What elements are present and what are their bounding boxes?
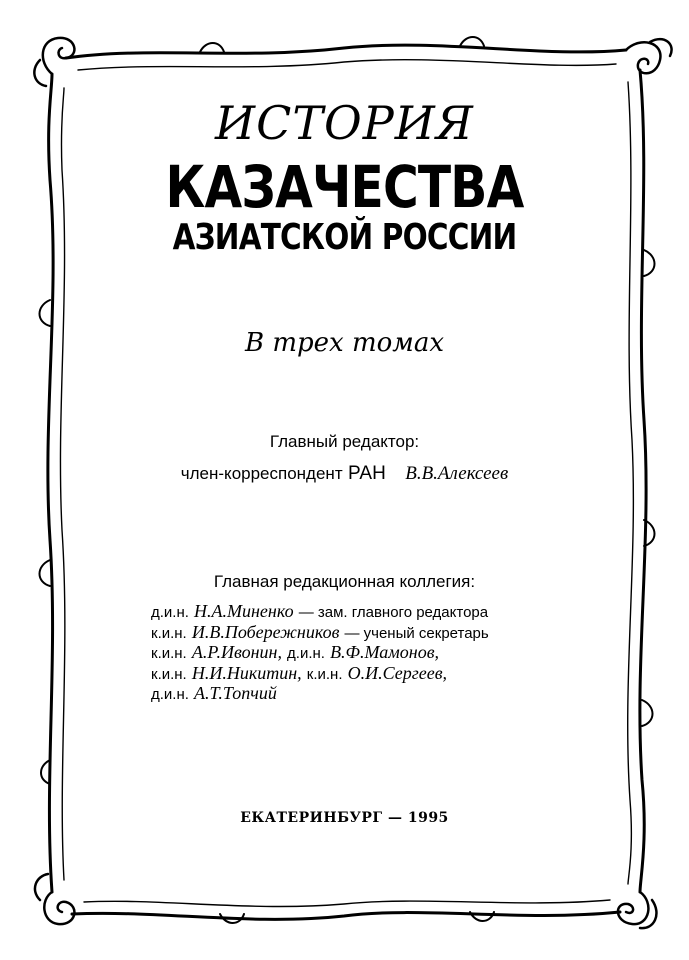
- board-member-line: [151, 664, 591, 685]
- board-member-line: [151, 643, 591, 664]
- imprint-city-year: ЕКАТЕРИНБУРГ — 1995: [240, 810, 449, 826]
- board-member-name: А.Т.Топчий: [194, 683, 277, 703]
- editor-academy: РАН: [348, 463, 386, 484]
- board-member-name: Н.И.Никитин,: [191, 662, 302, 683]
- editorial-board-list: [151, 602, 591, 705]
- volumes-subtitle: В трех томах: [244, 328, 444, 358]
- editor-position: член-корреспондент: [180, 464, 343, 483]
- board-role: — зам. главного редактора: [298, 604, 489, 621]
- chief-editor-line: [0, 463, 689, 485]
- board-member-name: О.И.Сергеев,: [347, 662, 448, 683]
- academic-degree: к.и.н.: [151, 665, 187, 683]
- title-line-3: АЗИАТСКОЙ РОССИИ: [172, 217, 517, 258]
- board-member-name: Н.А.Миненко: [194, 601, 294, 621]
- board-member-line: [151, 684, 591, 705]
- academic-degree: д.и.н.: [287, 645, 325, 662]
- board-member-name: И.В.Побережников: [191, 621, 340, 642]
- chief-editor-label: Главный редактор:: [269, 432, 420, 451]
- board-member-line: [151, 623, 591, 644]
- academic-degree: к.и.н.: [151, 645, 187, 662]
- board-role: — ученый секретарь: [344, 624, 489, 642]
- academic-degree: к.и.н.: [151, 624, 187, 642]
- board-member-name: В.Ф.Мамонов,: [330, 642, 440, 662]
- editor-name: В.В.Алексеев: [405, 463, 509, 484]
- editorial-board-title: Главная редакционная коллегия:: [213, 572, 476, 591]
- board-member-line: [151, 602, 591, 623]
- title-line-1: ИСТОРИЯ: [215, 96, 474, 150]
- board-member-name: А.Р.Ивонин,: [191, 642, 282, 662]
- academic-degree: д.и.н.: [151, 604, 189, 621]
- title-line-2: КАЗАЧЕСТВА: [165, 153, 524, 221]
- academic-degree: д.и.н.: [151, 686, 189, 703]
- academic-degree: к.и.н.: [306, 665, 343, 683]
